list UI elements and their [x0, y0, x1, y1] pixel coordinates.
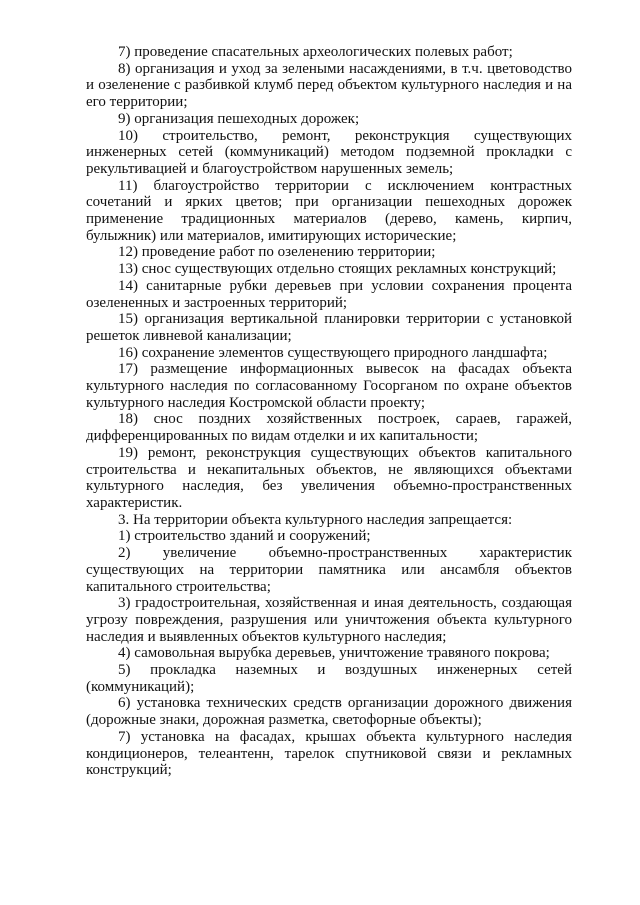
paragraph-item-13-ad-removal: 13) снос существующих отдельно стоящих рекламных конструкций; — [118, 261, 557, 278]
paragraph-item-14-sanitary-felling: 14) санитарные рубки деревьев при условии сохранения процента озелененных и застроенных территорий; — [86, 277, 572, 311]
paragraph-item-17-signage: 17) размещение информационных вывесок на фасадах объекта культурного наследия по согласованному Госорганом по охране объектов культурного наследия Костромской области проекту; — [86, 361, 572, 411]
prohibition-item-1-construction: 1) строительство зданий и сооружений; — [118, 528, 371, 545]
prohibition-item-2-volume-increase: 2) увеличение объемно-пространственных характеристик существующих на территории памятника или ансамбля объектов капитального строительства; — [86, 545, 572, 595]
paragraph-item-7-archaeology: 7) проведение спасательных археологических полевых работ; — [118, 44, 513, 60]
paragraph-item-19-repair: 19) ремонт, реконструкция существующих объектов капитального строительства и некапитальных объектов, не являющихся объектами культурного наследия, без увеличения объемно-пространственных характеристик. — [86, 444, 572, 511]
paragraph-item-18-demolition: 18) снос поздних хозяйственных построек, сараев, гаражей, дифференцированных по видам отделки и их капитальности; — [86, 411, 572, 445]
paragraph-item-10-utilities: 10) строительство, ремонт, реконструкция существующих инженерных сетей (коммуникаций) методом подземной прокладки с рекультивацией и благоустройством нарушенных земель; — [86, 127, 572, 177]
paragraph-item-9-footpaths: 9) организация пешеходных дорожек; — [118, 110, 360, 127]
prohibition-item-3-threatening-activity: 3) градостроительная, хозяйственная и иная деятельность, создающая угрозу повреждения, разрушения или уничтожения объекта культурного наследия и выявленных объектов культурного наследия; — [86, 595, 572, 645]
paragraph-item-12-planting: 12) проведение работ по озеленению территории; — [118, 244, 436, 261]
section-heading-prohibitions: 3. На территории объекта культурного наследия запрещается: — [118, 511, 513, 528]
paragraph-item-11-landscaping: 11) благоустройство территории с исключением контрастных сочетаний и ярких цветов; при организации пешеходных дорожек применение традиционных материалов (дерево, камень, кирпич, булыжник) или материалов, имитирующих исторические; — [86, 177, 572, 244]
prohibition-item-5-overhead-networks: 5) прокладка наземных и воздушных инженерных сетей (коммуникаций); — [86, 662, 572, 695]
prohibition-item-7-facade-equipment: 7) установка на фасадах, крышах объекта культурного наследия кондиционеров, телеантенн, тарелок спутниковой связи и рекламных конструкций; — [86, 728, 572, 779]
prohibition-item-4-tree-felling: 4) самовольная вырубка деревьев, уничтожение травяного покрова; — [118, 645, 550, 662]
paragraph-item-8-greenery: 8) организация и уход за зелеными насаждениями, в т.ч. цветоводство и озеленение с разбивкой клумб перед объектом культурного наследия и на его территории; — [86, 60, 572, 111]
paragraph-item-16-landscape-preservation: 16) сохранение элементов существующего природного ландшафта; — [118, 344, 548, 361]
paragraph-item-15-vertical-planning: 15) организация вертикальной планировки территории с установкой решеток ливневой канализации; — [86, 311, 572, 344]
document-page — [86, 44, 572, 779]
prohibition-item-6-traffic-devices: 6) установка технических средств организации дорожного движения (дорожные знаки, дорожная разметка, светофорные объекты); — [86, 695, 572, 729]
